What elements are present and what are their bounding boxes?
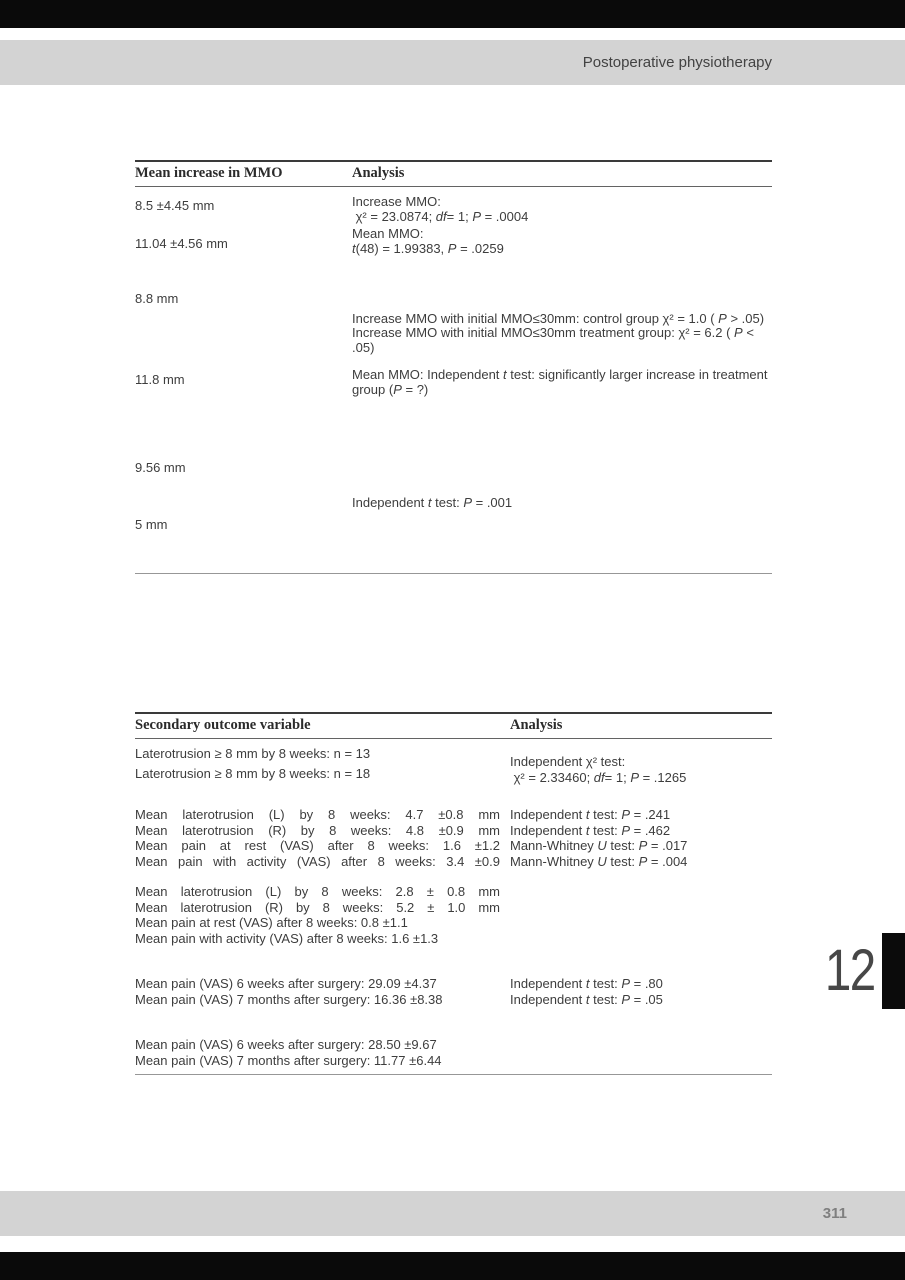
outcome-cell: Mean pain (VAS) 7 months after surgery: 11.77 ±6.44 [135, 1052, 442, 1068]
outcome-line: Laterotrusion ≥ 8 mm by 8 weeks: n = 18 [135, 765, 371, 781]
table-row [135, 992, 772, 1008]
analysis-cell [510, 823, 772, 839]
analysis-cell [352, 312, 772, 356]
analysis-line: χ² = 23.0874; df= 1; P = .0004 [352, 208, 529, 224]
outcome-cell: Mean pain (VAS) 7 months after surgery: 16.36 ±8.38 [135, 991, 443, 1007]
analysis-line: Independent t test: P = .241 [510, 807, 671, 822]
outcome-cell: Mean pain with activity (VAS) after 8 weeks: 1.6 ±1.3 [135, 930, 439, 946]
analysis-line: Independent t test: P = .001 [352, 494, 513, 510]
mmo-value: 11.04 ±4.56 mm [135, 236, 228, 251]
mmo-value: 11.8 mm [135, 372, 185, 387]
t2-body [135, 739, 772, 1075]
mmo-value: 5 mm [135, 517, 168, 532]
table-row [135, 227, 772, 256]
table-row-group [135, 746, 772, 785]
outcome-cell: Mean pain with activity (VAS) after 8 weeks: 3.4 ±0.9 [135, 853, 500, 869]
table-row [135, 807, 772, 823]
outcome-cell: Mean laterotrusion (R) by 8 weeks: 4.8 ±0.9 mm [135, 822, 500, 838]
table-row [135, 884, 772, 900]
chapter-tab-marker [882, 933, 905, 1009]
analysis-line: Independent t test: P = .80 [510, 976, 663, 991]
t2-col1-header: Secondary outcome variable [135, 717, 311, 733]
analysis-cell [352, 496, 772, 511]
outcome-cell [135, 746, 510, 785]
table-row [135, 931, 772, 947]
analysis-line: Increase MMO with initial MMO≤30mm: control group χ² = 1.0 ( P > .05) [352, 310, 765, 326]
table-row-group [135, 976, 772, 1007]
table-row [135, 496, 772, 511]
analysis-line: χ² = 2.33460; df= 1; P = .1265 [510, 769, 687, 785]
outcome-cell: Mean laterotrusion (L) by 8 weeks: 4.7 ±0.8 mm [135, 807, 500, 822]
table-row [135, 1037, 772, 1053]
analysis-cell [510, 976, 772, 992]
analysis-cell [510, 838, 772, 854]
table-row-group [135, 1037, 772, 1068]
analysis-line: Increase MMO with initial MMO≤30mm treatment group: χ² = 6.2 ( P < .05) [352, 325, 754, 355]
table-row [135, 854, 772, 870]
table-row [135, 195, 772, 224]
table-row [135, 461, 772, 476]
table-row [135, 312, 772, 356]
t1-col2-header: Analysis [352, 165, 405, 181]
analysis-line: Independent χ² test: [510, 754, 626, 769]
mmo-results-table [135, 160, 772, 574]
analysis-cell [510, 746, 772, 785]
analysis-line: Mann-Whitney U test: P = .017 [510, 838, 688, 853]
chapter-number: 12 [825, 938, 875, 1003]
analysis-cell [510, 854, 772, 870]
t1-header-row [135, 160, 772, 187]
outcome-cell: Mean laterotrusion (L) by 8 weeks: 2.8 ± 0.8 mm [135, 884, 500, 899]
mmo-value-empty [135, 312, 352, 356]
mmo-value: 8.8 mm [135, 291, 179, 306]
outcome-cell: Mean pain at rest (VAS) after 8 weeks: 1.6 ±1.2 [135, 838, 500, 853]
page-number: 311 [822, 1205, 847, 1222]
analysis-cell [352, 195, 772, 224]
table-row [135, 838, 772, 854]
analysis-line: Independent t test: P = .05 [510, 991, 663, 1007]
t1-col1-header: Mean increase in MMO [135, 165, 283, 181]
outcome-cell: Mean pain (VAS) 6 weeks after surgery: 28.50 ±9.67 [135, 1037, 437, 1052]
table-row [135, 823, 772, 839]
mmo-value-empty [135, 496, 352, 511]
t2-header-row [135, 712, 772, 739]
footer-band [0, 1191, 905, 1236]
t1-body [135, 187, 772, 574]
table-row-group [135, 884, 772, 946]
header-band [0, 40, 905, 85]
analysis-cell [352, 518, 772, 533]
table-row [135, 518, 772, 533]
table-row [135, 1053, 772, 1069]
analysis-line: Mean MMO: Independent t test: significantly larger increase in treatment group (P = ?) [352, 367, 768, 397]
analysis-cell [352, 227, 772, 256]
t2-col2-header: Analysis [510, 717, 563, 733]
analysis-line: Mann-Whitney U test: P = .004 [510, 853, 688, 869]
table-row [135, 976, 772, 992]
analysis-line: Independent t test: P = .462 [510, 822, 671, 838]
running-header: Postoperative physiotherapy [582, 54, 772, 71]
analysis-cell [352, 368, 772, 397]
analysis-cell [352, 461, 772, 476]
analysis-cell [510, 807, 772, 823]
analysis-cell [510, 992, 772, 1008]
mmo-value: 8.5 ±4.45 mm [135, 198, 215, 213]
outcome-cell: Mean pain at rest (VAS) after 8 weeks: 0.8 ±1.1 [135, 915, 408, 930]
outcome-line: Laterotrusion ≥ 8 mm by 8 weeks: n = 13 [135, 746, 371, 761]
table-row [135, 900, 772, 916]
mmo-value: 9.56 mm [135, 460, 186, 475]
table-row [135, 292, 772, 307]
outcome-cell: Mean laterotrusion (R) by 8 weeks: 5.2 ± 1.0 mm [135, 899, 500, 915]
analysis-line: t(48) = 1.99383, P = .0259 [352, 240, 504, 256]
analysis-cell [352, 292, 772, 307]
outcome-cell: Mean pain (VAS) 6 weeks after surgery: 29.09 ±4.37 [135, 976, 437, 991]
secondary-outcome-table [135, 712, 772, 1075]
table-row-group [135, 807, 772, 869]
top-border-bar [0, 0, 905, 28]
bottom-border-bar [0, 1252, 905, 1280]
table-row [135, 915, 772, 931]
analysis-line: Mean MMO: [352, 226, 424, 241]
analysis-line: Increase MMO: [352, 194, 441, 209]
chapter-tab [814, 933, 905, 1009]
table-row [135, 368, 772, 397]
